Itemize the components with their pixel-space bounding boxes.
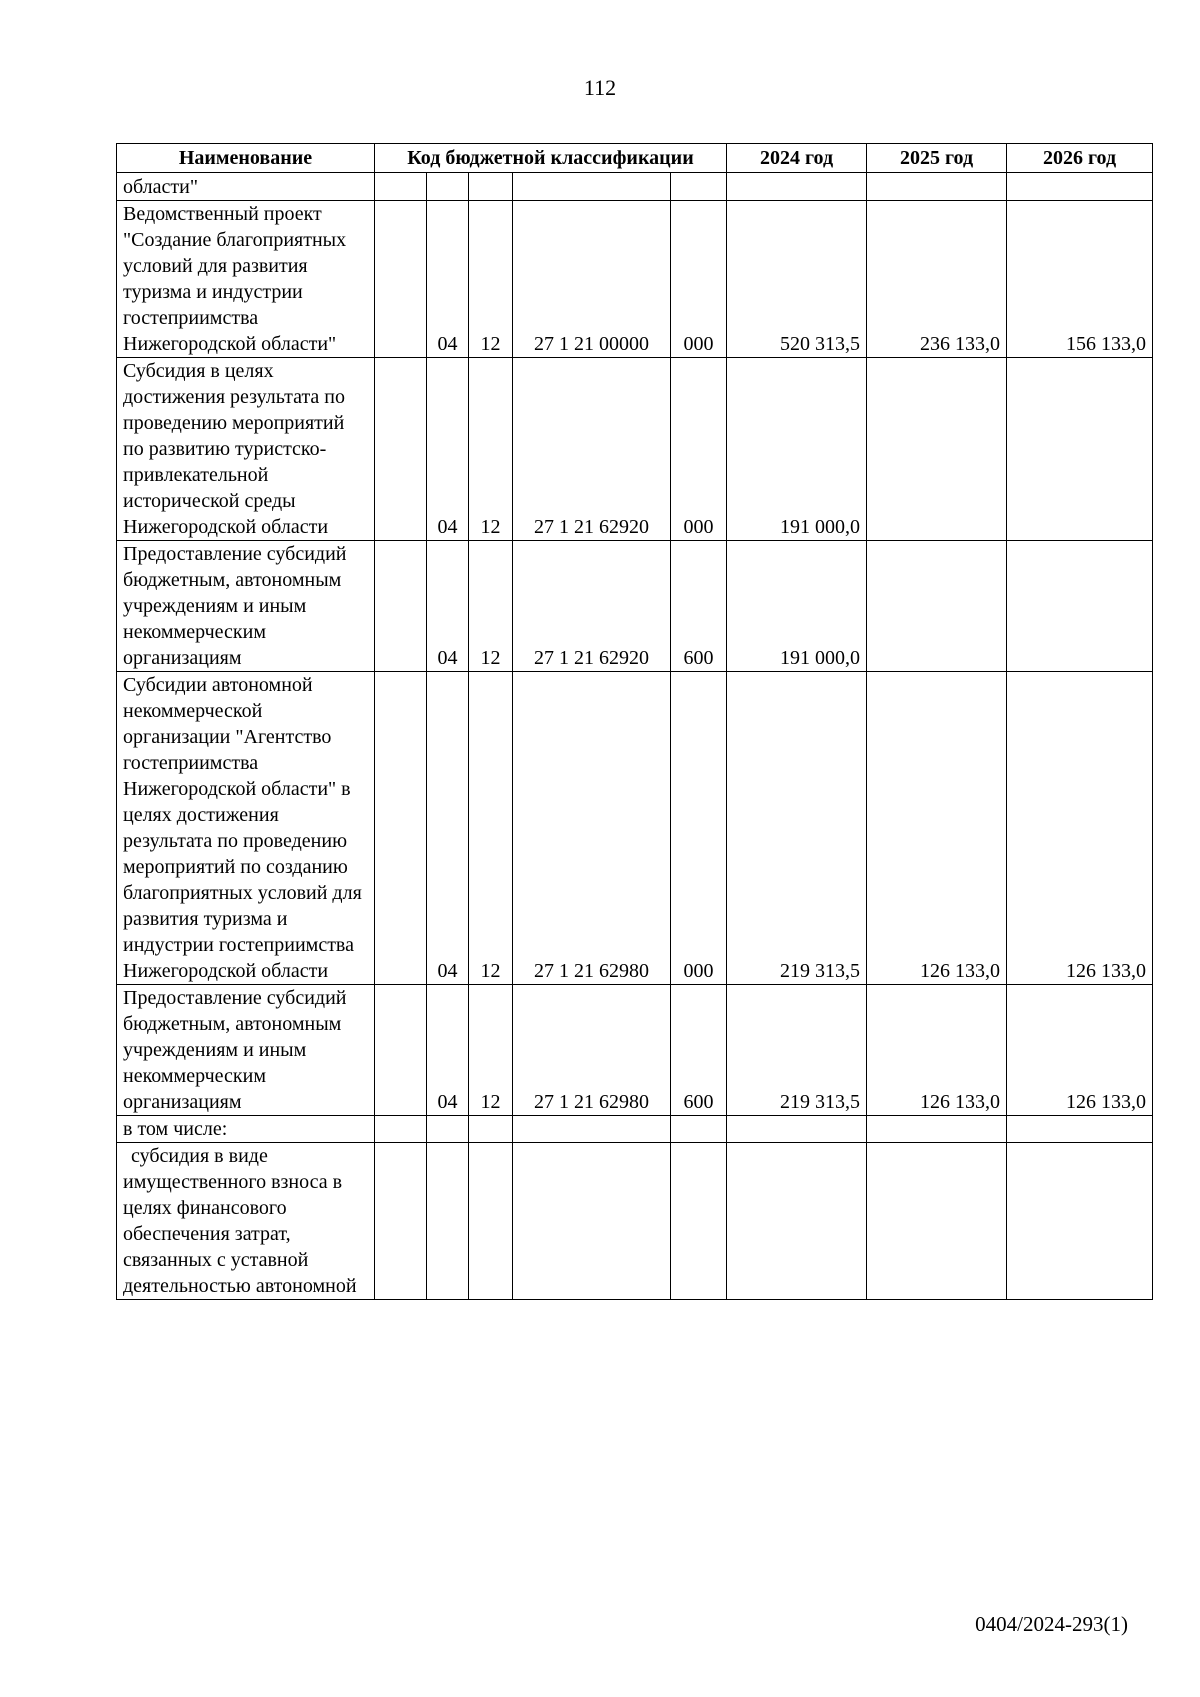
code-expense-type: 000 bbox=[671, 672, 727, 985]
table-row bbox=[117, 985, 1153, 1116]
code-part-1 bbox=[375, 541, 427, 672]
value-2024: 191 000,0 bbox=[727, 541, 867, 672]
value-2026: 126 133,0 bbox=[1007, 672, 1153, 985]
value-2026 bbox=[1007, 173, 1153, 201]
code-expense-type bbox=[671, 173, 727, 201]
value-2026 bbox=[1007, 1116, 1153, 1143]
row-name: области" bbox=[117, 173, 375, 201]
code-target-article: 27 1 21 00000 bbox=[513, 201, 671, 358]
code-target-article bbox=[513, 173, 671, 201]
row-name: Предоставление субсидий бюджетным, автономным учреждениям и иным некоммерческим организациям bbox=[117, 541, 375, 672]
code-target-article: 27 1 21 62980 bbox=[513, 985, 671, 1116]
value-2025 bbox=[867, 173, 1007, 201]
value-2025: 236 133,0 bbox=[867, 201, 1007, 358]
code-section: 04 bbox=[427, 672, 469, 985]
row-name: Ведомственный проект "Создание благоприятных условий для развития туризма и индустрии гостеприимства Нижегородской области" bbox=[117, 201, 375, 358]
value-2024: 219 313,5 bbox=[727, 672, 867, 985]
table-header-row bbox=[117, 144, 1153, 173]
table-row bbox=[117, 201, 1153, 358]
header-code: Код бюджетной классификации bbox=[375, 144, 727, 173]
header-2024: 2024 год bbox=[727, 144, 867, 173]
code-subsection bbox=[469, 1116, 513, 1143]
value-2025: 126 133,0 bbox=[867, 672, 1007, 985]
code-subsection: 12 bbox=[469, 201, 513, 358]
value-2024 bbox=[727, 173, 867, 201]
row-name: Субсидия в целях достижения результата по проведению мероприятий по развитию туристско-привлекательной исторической среды Нижегородской области bbox=[117, 358, 375, 541]
table-row bbox=[117, 358, 1153, 541]
row-name bbox=[117, 1143, 375, 1300]
page-number: 112 bbox=[583, 75, 617, 100]
code-part-1 bbox=[375, 1116, 427, 1143]
row-name-text: субсидия в виде имущественного взноса в целях финансового обеспечения затрат, связанных с уставной деятельностью автономной bbox=[123, 1145, 357, 1297]
code-target-article bbox=[513, 1143, 671, 1300]
code-section: 04 bbox=[427, 541, 469, 672]
code-part-1 bbox=[375, 173, 427, 201]
code-subsection: 12 bbox=[469, 358, 513, 541]
budget-table bbox=[116, 143, 1153, 1300]
value-2024: 191 000,0 bbox=[727, 358, 867, 541]
value-2026 bbox=[1007, 541, 1153, 672]
code-part-1 bbox=[375, 201, 427, 358]
code-part-1 bbox=[375, 358, 427, 541]
code-section: 04 bbox=[427, 985, 469, 1116]
header-name: Наименование bbox=[117, 144, 375, 173]
value-2025 bbox=[867, 358, 1007, 541]
value-2024 bbox=[727, 1116, 867, 1143]
header-2026: 2026 год bbox=[1007, 144, 1153, 173]
code-subsection bbox=[469, 1143, 513, 1300]
value-2024: 219 313,5 bbox=[727, 985, 867, 1116]
code-expense-type: 000 bbox=[671, 358, 727, 541]
code-target-article bbox=[513, 1116, 671, 1143]
code-subsection: 12 bbox=[469, 985, 513, 1116]
code-section: 04 bbox=[427, 358, 469, 541]
value-2024: 520 313,5 bbox=[727, 201, 867, 358]
code-expense-type bbox=[671, 1116, 727, 1143]
table-row bbox=[117, 672, 1153, 985]
code-section bbox=[427, 1116, 469, 1143]
value-2025 bbox=[867, 541, 1007, 672]
code-part-1 bbox=[375, 1143, 427, 1300]
code-subsection: 12 bbox=[469, 672, 513, 985]
code-section bbox=[427, 1143, 469, 1300]
code-part-1 bbox=[375, 672, 427, 985]
document-registration-number: 0404/2024-293(1) bbox=[975, 1612, 1128, 1636]
row-name: Предоставление субсидий бюджетным, автономным учреждениям и иным некоммерческим организациям bbox=[117, 985, 375, 1116]
code-expense-type: 600 bbox=[671, 541, 727, 672]
value-2024 bbox=[727, 1143, 867, 1300]
code-subsection bbox=[469, 173, 513, 201]
code-expense-type bbox=[671, 1143, 727, 1300]
value-2026: 156 133,0 bbox=[1007, 201, 1153, 358]
code-target-article: 27 1 21 62920 bbox=[513, 358, 671, 541]
value-2026: 126 133,0 bbox=[1007, 985, 1153, 1116]
value-2025 bbox=[867, 1143, 1007, 1300]
value-2026 bbox=[1007, 358, 1153, 541]
value-2026 bbox=[1007, 1143, 1153, 1300]
code-section bbox=[427, 173, 469, 201]
header-2025: 2025 год bbox=[867, 144, 1007, 173]
table-row bbox=[117, 1143, 1153, 1300]
code-part-1 bbox=[375, 985, 427, 1116]
table-row bbox=[117, 173, 1153, 201]
value-2025 bbox=[867, 1116, 1007, 1143]
code-subsection: 12 bbox=[469, 541, 513, 672]
table-row bbox=[117, 541, 1153, 672]
table-row bbox=[117, 1116, 1153, 1143]
code-expense-type: 000 bbox=[671, 201, 727, 358]
value-2025: 126 133,0 bbox=[867, 985, 1007, 1116]
code-target-article: 27 1 21 62980 bbox=[513, 672, 671, 985]
row-name: в том числе: bbox=[117, 1116, 375, 1143]
code-target-article: 27 1 21 62920 bbox=[513, 541, 671, 672]
code-expense-type: 600 bbox=[671, 985, 727, 1116]
row-name: Субсидии автономной некоммерческой организации "Агентство гостеприимства Нижегородской области" в целях достижения результата по проведению мероприятий по созданию благоприятных условий для развития туризма и индустрии гостеприимства Нижегородской области bbox=[117, 672, 375, 985]
code-section: 04 bbox=[427, 201, 469, 358]
